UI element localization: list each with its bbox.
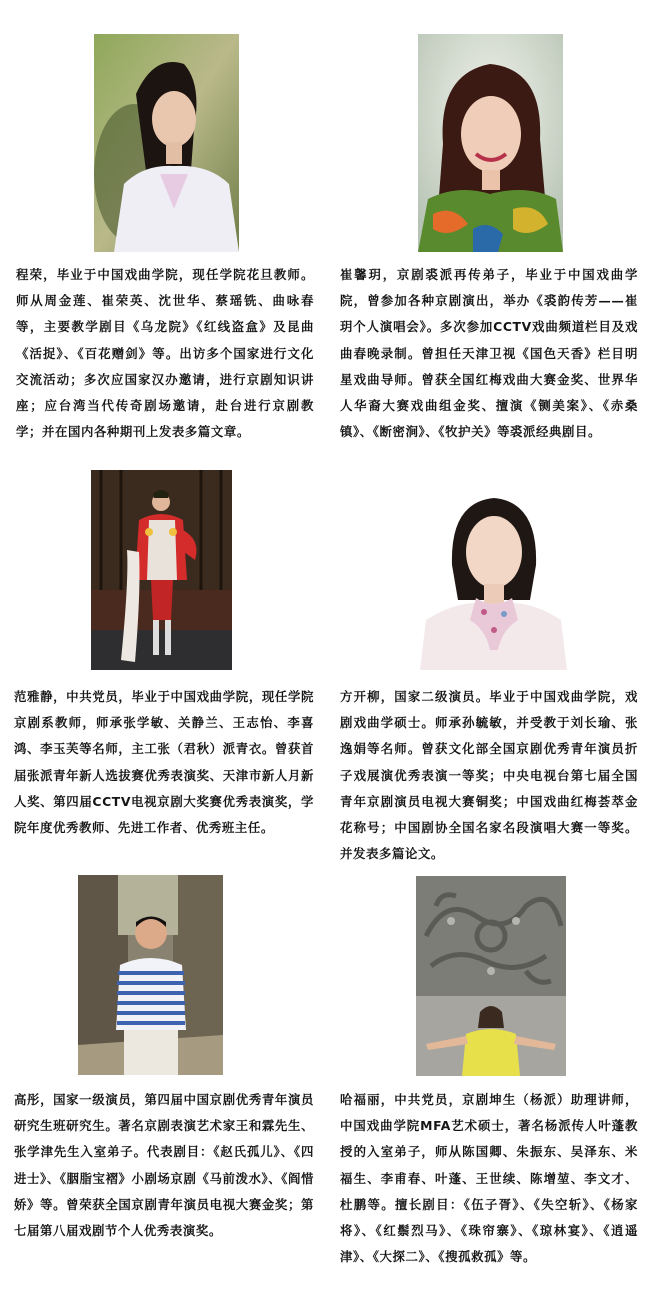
portrait-photo (418, 34, 563, 252)
profile-bio: 高彤，国家一级演员，第四届中国京剧优秀青年演员研究生班研究生。著名京剧表演艺术家王和霖先生、张学津先生入室弟子。代表剧目：《赵氏孤儿》、《四进士》、《胭脂宝褶》小剧场京剧《马前泼水》、《阎惜娇》等。曾荣获全国京剧青年演员电视大赛金奖；第七届第八届戏剧节个人优秀表演奖。 (14, 1092, 314, 1239)
outdoor-portrait-photo (78, 875, 223, 1075)
profile-bio: 范雅静，中共党员，毕业于中国戏曲学院，现任学院京剧系教师，师承张学敏、关静兰、王志怡、李喜鸿、李玉芙等名师，主工张（君秋）派青衣。曾获首届张派青年新人选拔赛优秀表演奖、天津市新人月新人奖、第四届CCTV电视京剧大奖赛优秀表演奖，学院年度优秀教师、先进工作者、优秀班主任。 (14, 689, 314, 836)
portrait-photo (420, 480, 567, 670)
dragon-wall-photo (416, 876, 566, 1076)
profile-bio: 方开柳，国家二级演员。毕业于中国戏曲学院，戏剧戏曲学硕士。师承孙毓敏，并受教于刘长瑜、张逸娟等名师。曾获文化部全国京剧优秀青年演员折子戏展演优秀表演一等奖；中央电视台第七届全国青年京剧演员电视大赛铜奖；中国戏曲红梅荟萃金花称号；中国剧协全国名家名段演唱大赛一等奖。并发表多篇论文。 (340, 689, 638, 862)
profile-bio: 哈福丽，中共党员，京剧坤生（杨派）助理讲师，中国戏曲学院MFA艺术硕士，著名杨派传人叶蓬教授的入室弟子，师从陈国卿、朱振东、吴泽东、米福生、李甫春、叶蓬、王世续、陈增堃、李文才、杜鹏等。擅长剧目：《伍子胥》、《失空斩》、《杨家将》、《红鬃烈马》、《珠帘寨》、《琼林宴》、《逍遥津》、《大探二》、《搜孤救孤》等。 (340, 1092, 638, 1265)
profile-bio: 程荣，毕业于中国戏曲学院，现任学院花旦教师。师从周金莲、崔荣英、沈世华、蔡瑶铣、曲咏春等，主要教学剧目《乌龙院》《红线盗盒》及昆曲《活捉》、《百花赠剑》等。出访多个国家进行文化交流活动；多次应国家汉办邀请，进行京剧知识讲座；应台湾当代传奇剧场邀请，赴台进行京剧教学；并在国内各种期刊上发表多篇文章。 (16, 267, 314, 440)
portrait-photo (94, 34, 239, 252)
stage-performance-photo (91, 470, 232, 670)
profile-bio: 崔馨玥，京剧裘派再传弟子，毕业于中国戏曲学院，曾参加各种京剧演出，举办《裘韵传芳——崔玥个人演唱会》。多次参加CCTV戏曲频道栏目及戏曲春晚录制。曾担任天津卫视《国色天香》栏目明星戏曲导师。曾获全国红梅戏曲大赛金奖、世界华人华裔大赛戏曲组金奖、擅演《铡美案》、《赤桑镇》、《断密涧》、《牧护关》等裘派经典剧目。 (340, 267, 638, 440)
